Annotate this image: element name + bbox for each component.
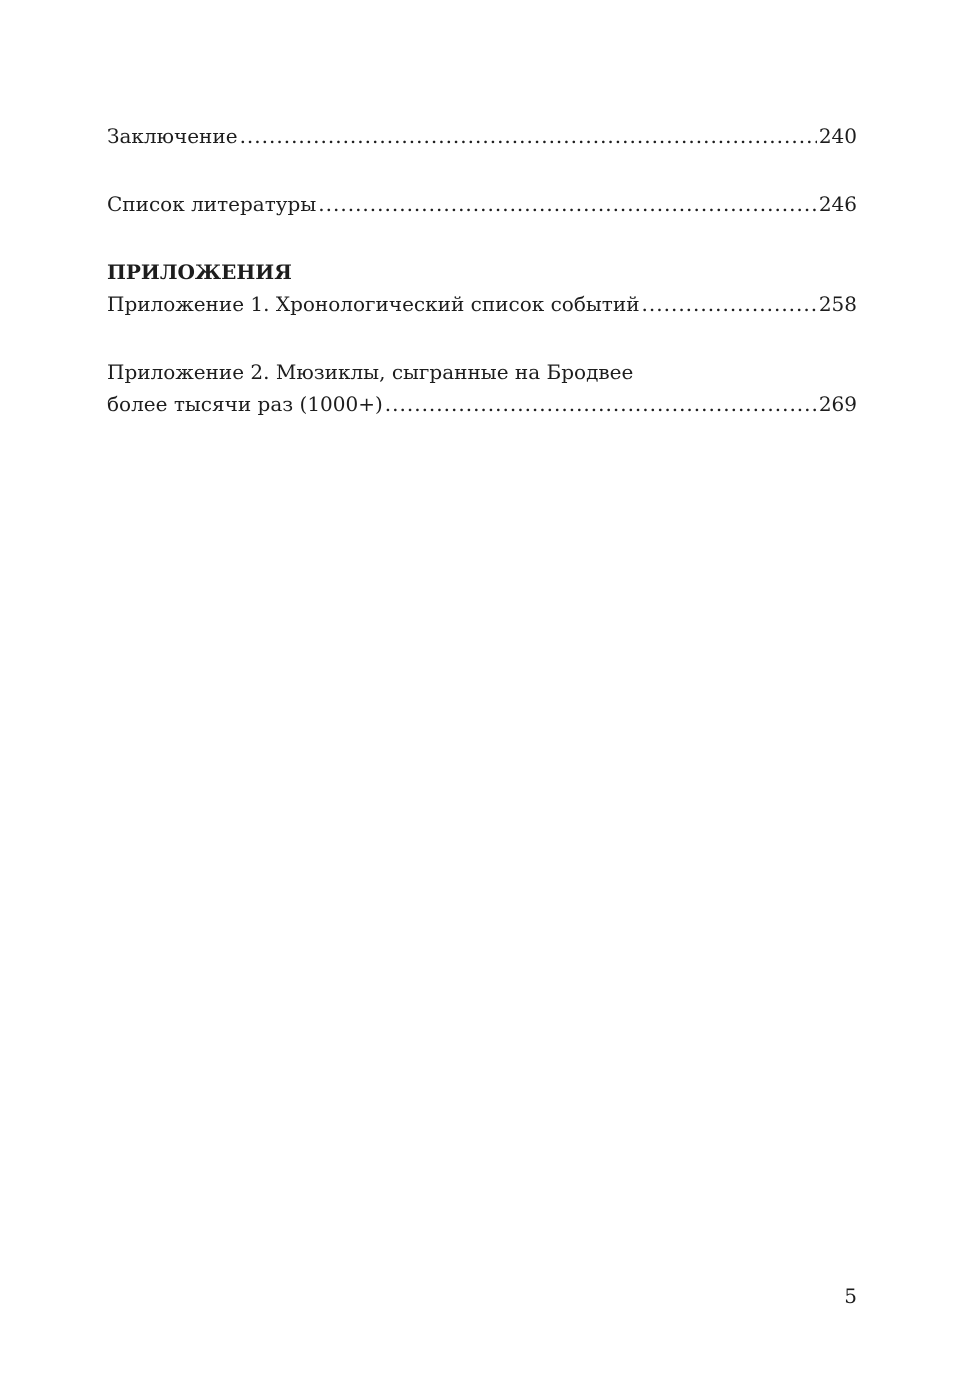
toc-entry-title: Заключение xyxy=(107,124,238,148)
toc-entry-title-line-2: более тысячи раз (1000+) xyxy=(107,392,383,416)
toc-entry-page: 246 xyxy=(818,192,857,216)
toc-entry-bibliography[interactable] xyxy=(107,188,857,220)
toc-entry-page: 240 xyxy=(818,124,857,148)
table-of-contents xyxy=(107,120,857,420)
dot-leader xyxy=(240,120,817,152)
toc-entry-appendix-2[interactable] xyxy=(107,356,857,420)
toc-entry-title-line-1: Приложение 2. Мюзиклы, сыгранные на Бродвее xyxy=(107,360,634,384)
toc-entry-page: 269 xyxy=(818,392,857,416)
toc-entry-title: Приложение 1. Хронологический список событий xyxy=(107,292,640,316)
toc-entry-conclusion[interactable] xyxy=(107,120,857,152)
toc-entry-appendix-1[interactable] xyxy=(107,288,857,320)
page-number: 5 xyxy=(844,1284,857,1308)
dot-leader xyxy=(385,388,817,420)
toc-entry-title-line-2-row xyxy=(107,388,857,420)
toc-entry-page: 258 xyxy=(818,292,857,316)
dot-leader xyxy=(642,288,817,320)
toc-entry-title: Список литературы xyxy=(107,192,317,216)
dot-leader xyxy=(318,188,817,220)
section-heading-appendices: ПРИЛОЖЕНИЯ xyxy=(107,260,292,284)
